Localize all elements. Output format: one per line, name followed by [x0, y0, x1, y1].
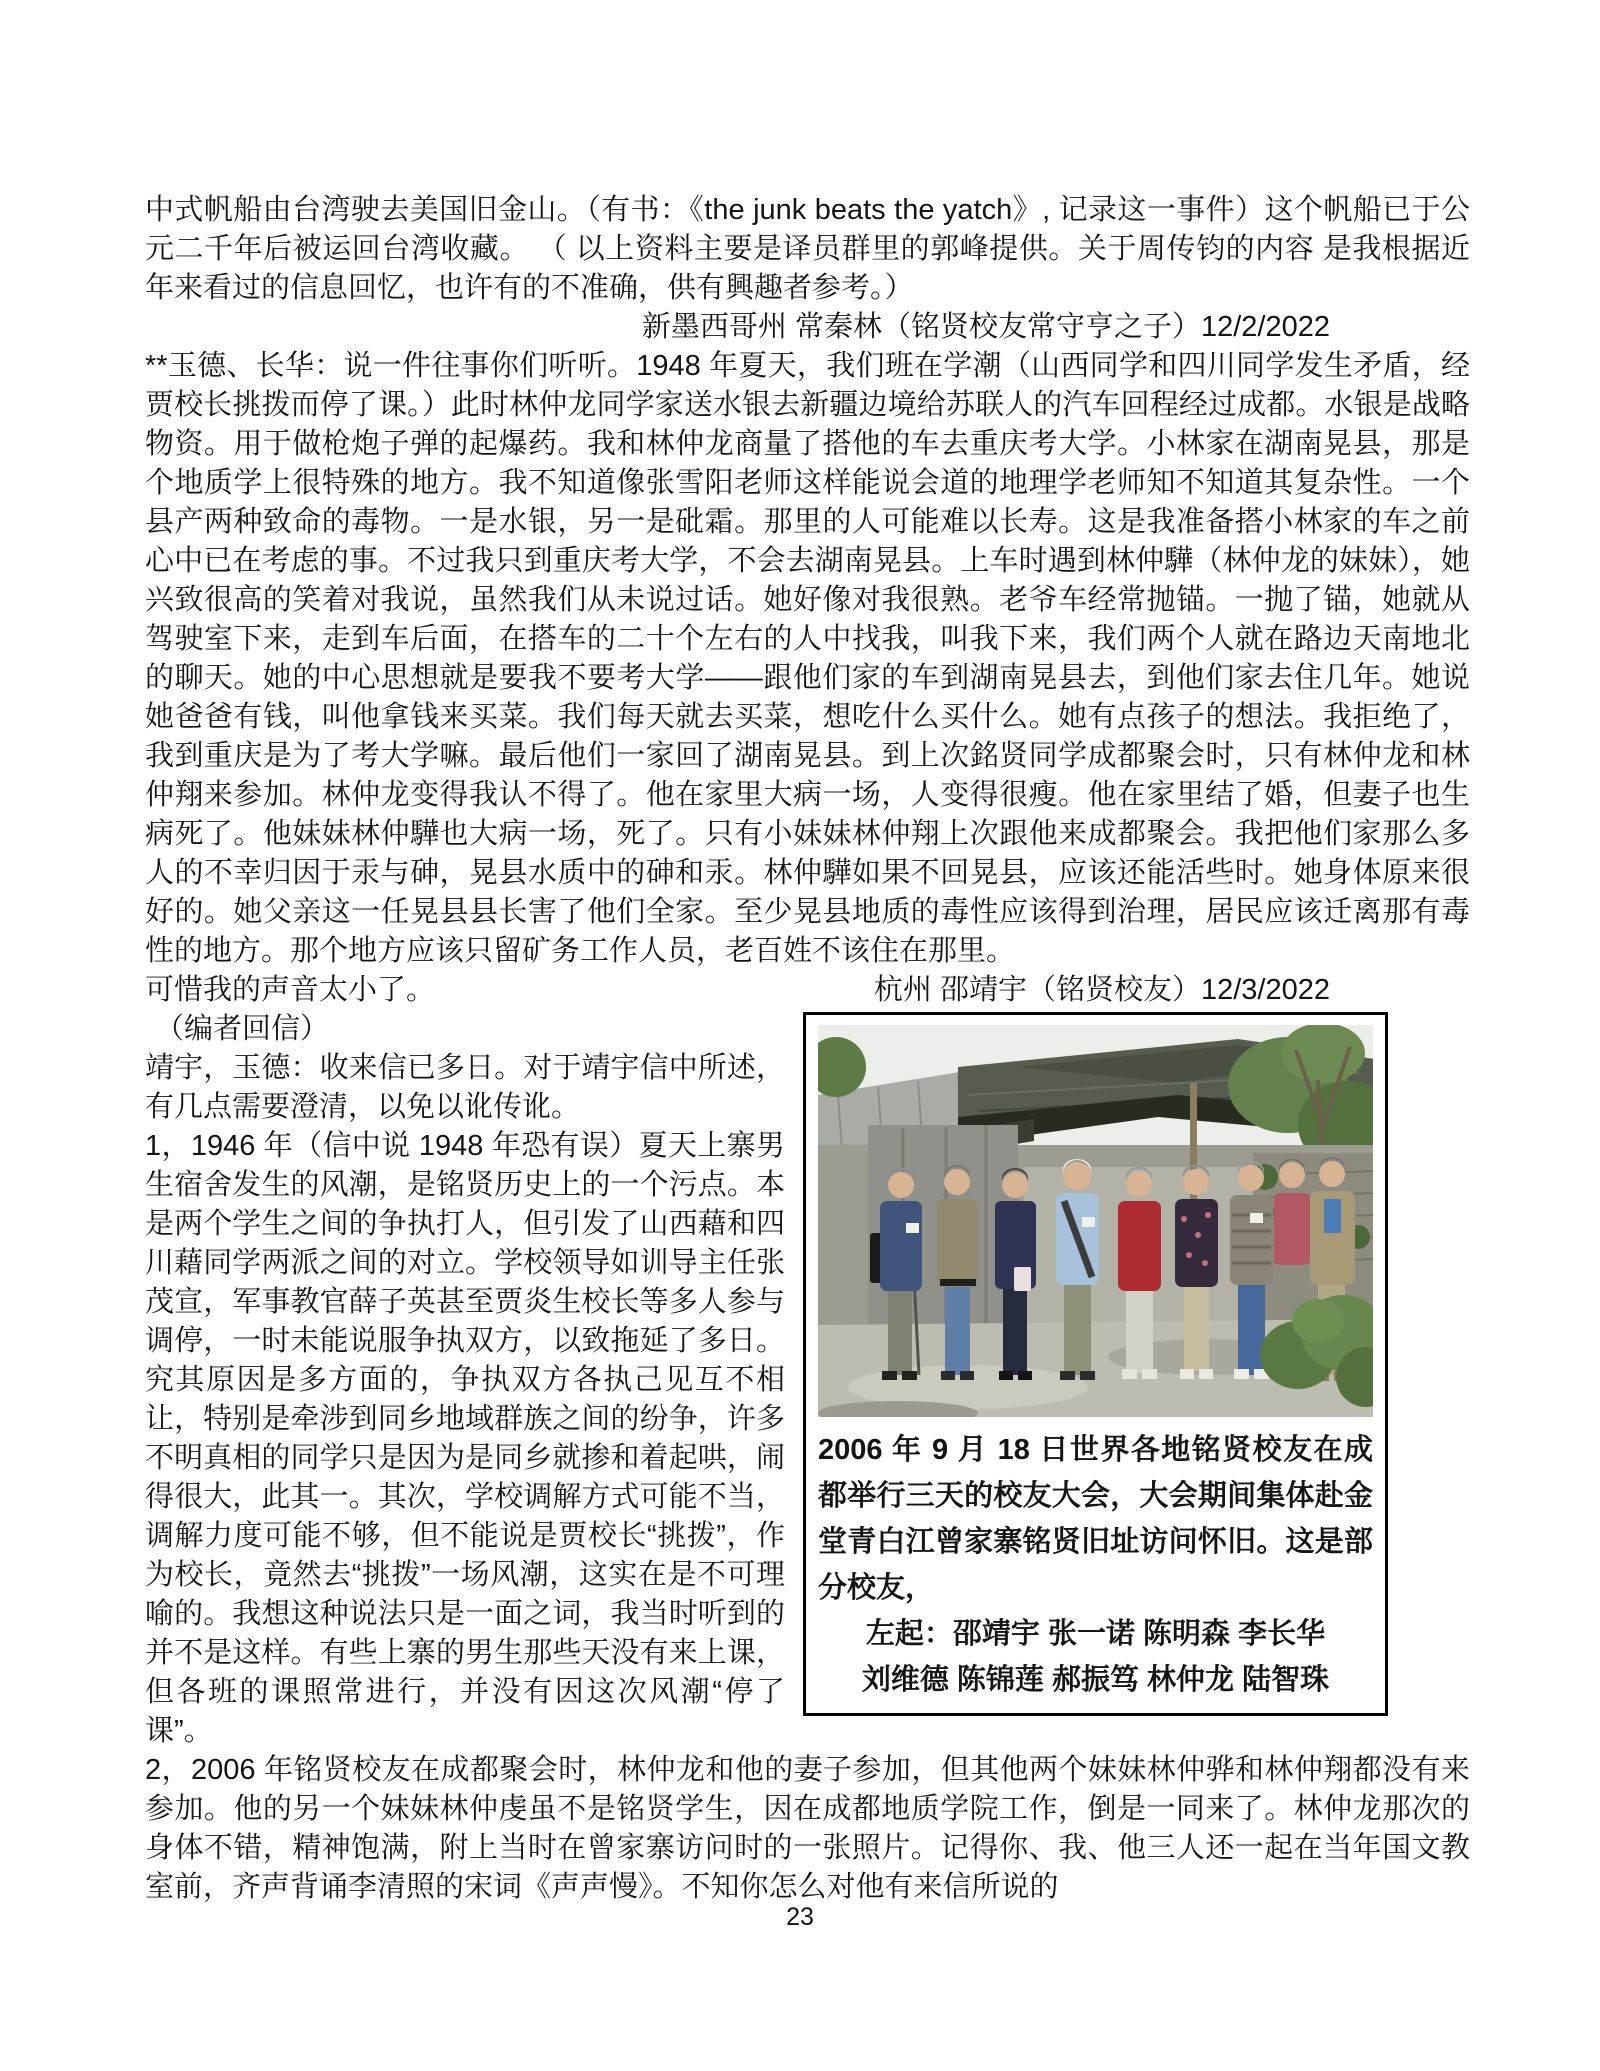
shao-letter-body: **玉德、长华：说一件往事你们听听。1948 年夏天，我们班在学潮（山西同学和四川同学发生矛盾，经贾校长挑拨而停了课。）此时林仲龙同学家送水银去新疆边境给苏联人的汽车回程经过成都。水银是战略物资。用于做枪炮子弹的起爆药。我和林仲龙商量了搭他的车去重庆考大学。小林家在湖南晃县，那是个地质学上很特殊的地方。我不知道像张雪阳老师这样能说会道的地理学老师知不知道其复杂性。一个县产两种致命的毒物。一是水银，另一是砒霜。那里的人可能难以长寿。这是我准备搭小林家的车之前心中已在考虑的事。不过我只到重庆考大学，不会去湖南晃县。上车时遇到林仲驊（林仲龙的妹妹），她兴致很高的笑着对我说，虽然我们从未说过话。她好像对我很熟。老爷车经常抛锚。一抛了锚，她就从驾驶室下来，走到车后面，在搭车的二十个左右的人中找我，叫我下来，我们两个人就在路边天南地北的聊天。她的中心思想就是要我不要考大学——跟他们家的车到湖南晃县去，到他们家去住几年。她说她爸爸有钱，叫他拿钱来买菜。我们每天就去买菜，想吃什么买什么。她有点孩子的想法。我拒绝了，我到重庆是为了考大学嘛。最后他们一家回了湖南晃县。到上次銘贤同学成都聚会时，只有林仲龙和林仲翔来参加。林仲龙变得我认不得了。他在家里大病一场，人变得很瘦。他在家里结了婚，但妻子也生病死了。他妹妹林仲驊也大病一场，死了。只有小妹妹林仲翔上次跟他来成都聚会。我把他们家那么多人的不幸归因于汞与砷，晃县水质中的砷和汞。林仲驊如果不回晃县，应该还能活些时。她身体原来很好的。她父亲这一任晃县县长害了他们全家。至少晃县地质的毒性应该得到治理，居民应该迁离那有毒性的地方。那个地方应该只留矿务工作人员，老百姓不该住在那里。: [145, 350, 1470, 967]
page-number: 23: [786, 1903, 814, 1931]
photo-caption: [818, 1427, 1373, 1703]
editor-reply-section: [145, 1010, 1470, 1907]
editor-reply-header: （编者回信）: [155, 1013, 330, 1045]
chang-letter-signature: 新墨西哥州 常秦林（铭贤校友常守亨之子）12/2/2022: [641, 311, 1330, 343]
photo-caption-names-row1: 左起：邵靖宇 张一诺 陈明森 李长华: [865, 1618, 1326, 1650]
editor-reply-point2: 2，2006 年铭贤校友在成都聚会时，林仲龙和他的妻子参加，但其他两个妹妹林仲骅和林仲翔都没有来参加。他的另一个妹妹林仲虔虽不是铭贤学生，因在成都地质学院工作，倒是一同来了。林仲龙那次的身体不错，精神饱满，附上当时在曾家寨访问时的一张照片。记得你、我、他三人还一起在当年国文教室前，齐声背诵李清照的宋词《声声慢》。不知你怎么对他有来信所说的: [145, 1754, 1470, 1903]
alumni-group-photo: [818, 1025, 1373, 1417]
editor-reply-point1: 1，1946 年（信中说 1948 年恐有误）夏天上寨男生宿舍发生的风潮，是铭贤历史上的一个污点。本是两个学生之间的争执打人，但引发了山西藉和四川藉同学两派之间的对立。学校领导如训导主任张茂宣，军事教官薛子英甚至贾炎生校长等多人参与调停，一时未能说服争执双方，以致拖延了多日。究其原因是多方面的，争执双方各执己见互不相让，特别是牵涉到同乡地域群族之间的纷争，许多不明真相的同学只是因为是同乡就掺和着起哄，闹得很大，此其一。其次，学校调解方式可能不当，调解力度可能不够，但不能说是贾校长“挑拨”，作为校长，竟然去“挑拨”一场风潮，这实在是不可理喻的。我想这种说法只是一面之词，我当时听到的并不是这样。有些上寨的男生那些天没有来上课，但各班的课照常进行，并没有因这次风潮“停了课”。: [145, 1130, 785, 1747]
shao-letter-last-line: [145, 971, 1470, 1010]
photo-caption-names-row2: 刘维德 陈锦莲 郝振笃 林仲龙 陆智珠: [861, 1664, 1330, 1696]
shao-letter-closing: 可惜我的声音太小了。: [145, 974, 436, 1006]
alumni-photo-figure: [803, 1012, 1388, 1716]
chang-letter-closing-paragraph: 中式帆船由台湾驶去美国旧金山。（有书：《the junk beats the yatch》, 记录这一事件）这个帆船已于公元二千年后被运回台湾收藏。 （ 以上资料主要是译员群里的郭峰提供。关于周传钧的内容 是我根据近年来看过的信息回忆，也许有的不准确，供有興趣者参考。）: [145, 194, 1470, 304]
shao-letter-signature: 杭州 邵靖宇（铭贤校友）12/3/2022: [873, 974, 1330, 1006]
alumni-group-photo-illustration: [818, 1025, 1373, 1417]
editor-reply-intro: 靖宇，玉德：收来信已多日。对于靖宇信中所述，有几点需要澄清，以免以讹传讹。: [145, 1052, 785, 1123]
photo-caption-text: 2006 年 9 月 18 日世界各地铭贤校友在成都举行三天的校友大会，大会期间集体赴金堂青白江曾家寨铭贤旧址访问怀旧。这是部分校友，: [818, 1434, 1373, 1604]
